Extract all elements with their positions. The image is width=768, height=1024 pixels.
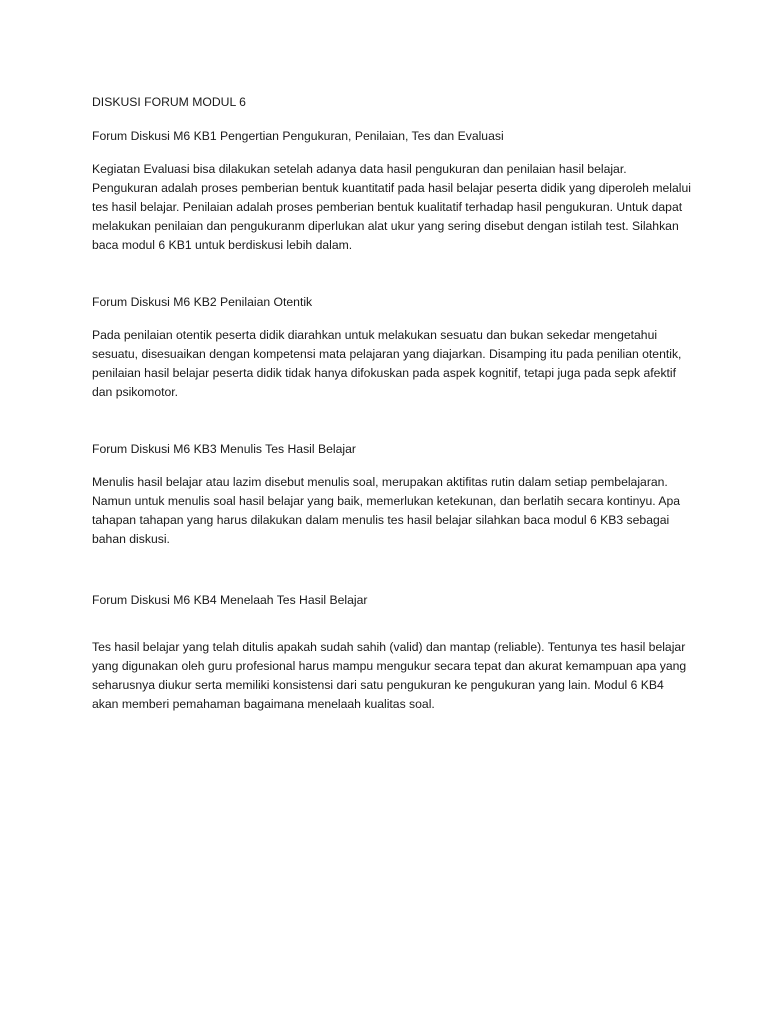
section-heading: Forum Diskusi M6 KB4 Menelaah Tes Hasil Belajar <box>92 593 368 607</box>
section-kb1 <box>92 127 692 255</box>
section-heading: Forum Diskusi M6 KB2 Penilaian Otentik <box>92 295 313 309</box>
section-kb3 <box>92 440 692 549</box>
section-body: Kegiatan Evaluasi bisa dilakukan setelah adanya data hasil pengukuran dan penilaian hasil belajar. Pengukuran adalah proses pemberian bentuk kuantitatif pada hasil belajar peserta didik yang diperoleh melalui tes hasil belajar. Penilaian adalah proses pemberian bentuk kualitatif terhadap hasil pengukuran. Untuk dapat melakukan penilaian dan pengukuranm diperlukan alat ukur yang sering disebut dengan istilah test. Silahkan baca modul 6 KB1 untuk berdiskusi lebih dalam. <box>92 162 691 252</box>
document-page <box>92 93 692 714</box>
section-heading: Forum Diskusi M6 KB3 Menulis Tes Hasil Belajar <box>92 442 356 456</box>
section-body: Menulis hasil belajar atau lazim disebut menulis soal, merupakan aktifitas rutin dalam setiap pembelajaran. Namun untuk menulis soal hasil belajar yang baik, memerlukan ketekunan, dan berlatih secara kontinyu. Apa tahapan tahapan yang harus dilakukan dalam menulis tes hasil belajar silahkan baca modul 6 KB3 sebagai bahan diskusi. <box>92 475 681 546</box>
section-spacer <box>92 549 692 591</box>
section-body: Tes hasil belajar yang telah ditulis apakah sudah sahih (valid) dan mantap (reliable). Tentunya tes hasil belajar yang digunakan oleh guru profesional harus mampu mengukur secara tepat dan akurat kemampuan apa yang seharusnya diukur serta memiliki konsistensi dari satu pengukuran ke pengukuran yang lain. Modul 6 KB4 akan memberi pemahaman bagaimana menelaah kualitas soal. <box>92 640 687 711</box>
document-title: DISKUSI FORUM MODUL 6 <box>92 95 246 109</box>
section-kb4 <box>92 591 692 714</box>
section-spacer <box>92 402 692 440</box>
section-body: Pada penilaian otentik peserta didik diarahkan untuk melakukan sesuatu dan bukan sekedar mengetahui sesuatu, disesuaikan dengan kompetensi mata pelajaran yang diajarkan. Disamping itu pada penilian otentik, penilaian hasil belajar peserta didik tidak hanya difokuskan pada aspek kognitif, tetapi juga pada sepk afektif dan psikomotor. <box>92 328 682 399</box>
section-spacer <box>92 255 692 293</box>
body-spacer <box>92 624 692 638</box>
section-heading: Forum Diskusi M6 KB1 Pengertian Pengukuran, Penilaian, Tes dan Evaluasi <box>92 129 504 143</box>
section-kb2 <box>92 293 692 402</box>
